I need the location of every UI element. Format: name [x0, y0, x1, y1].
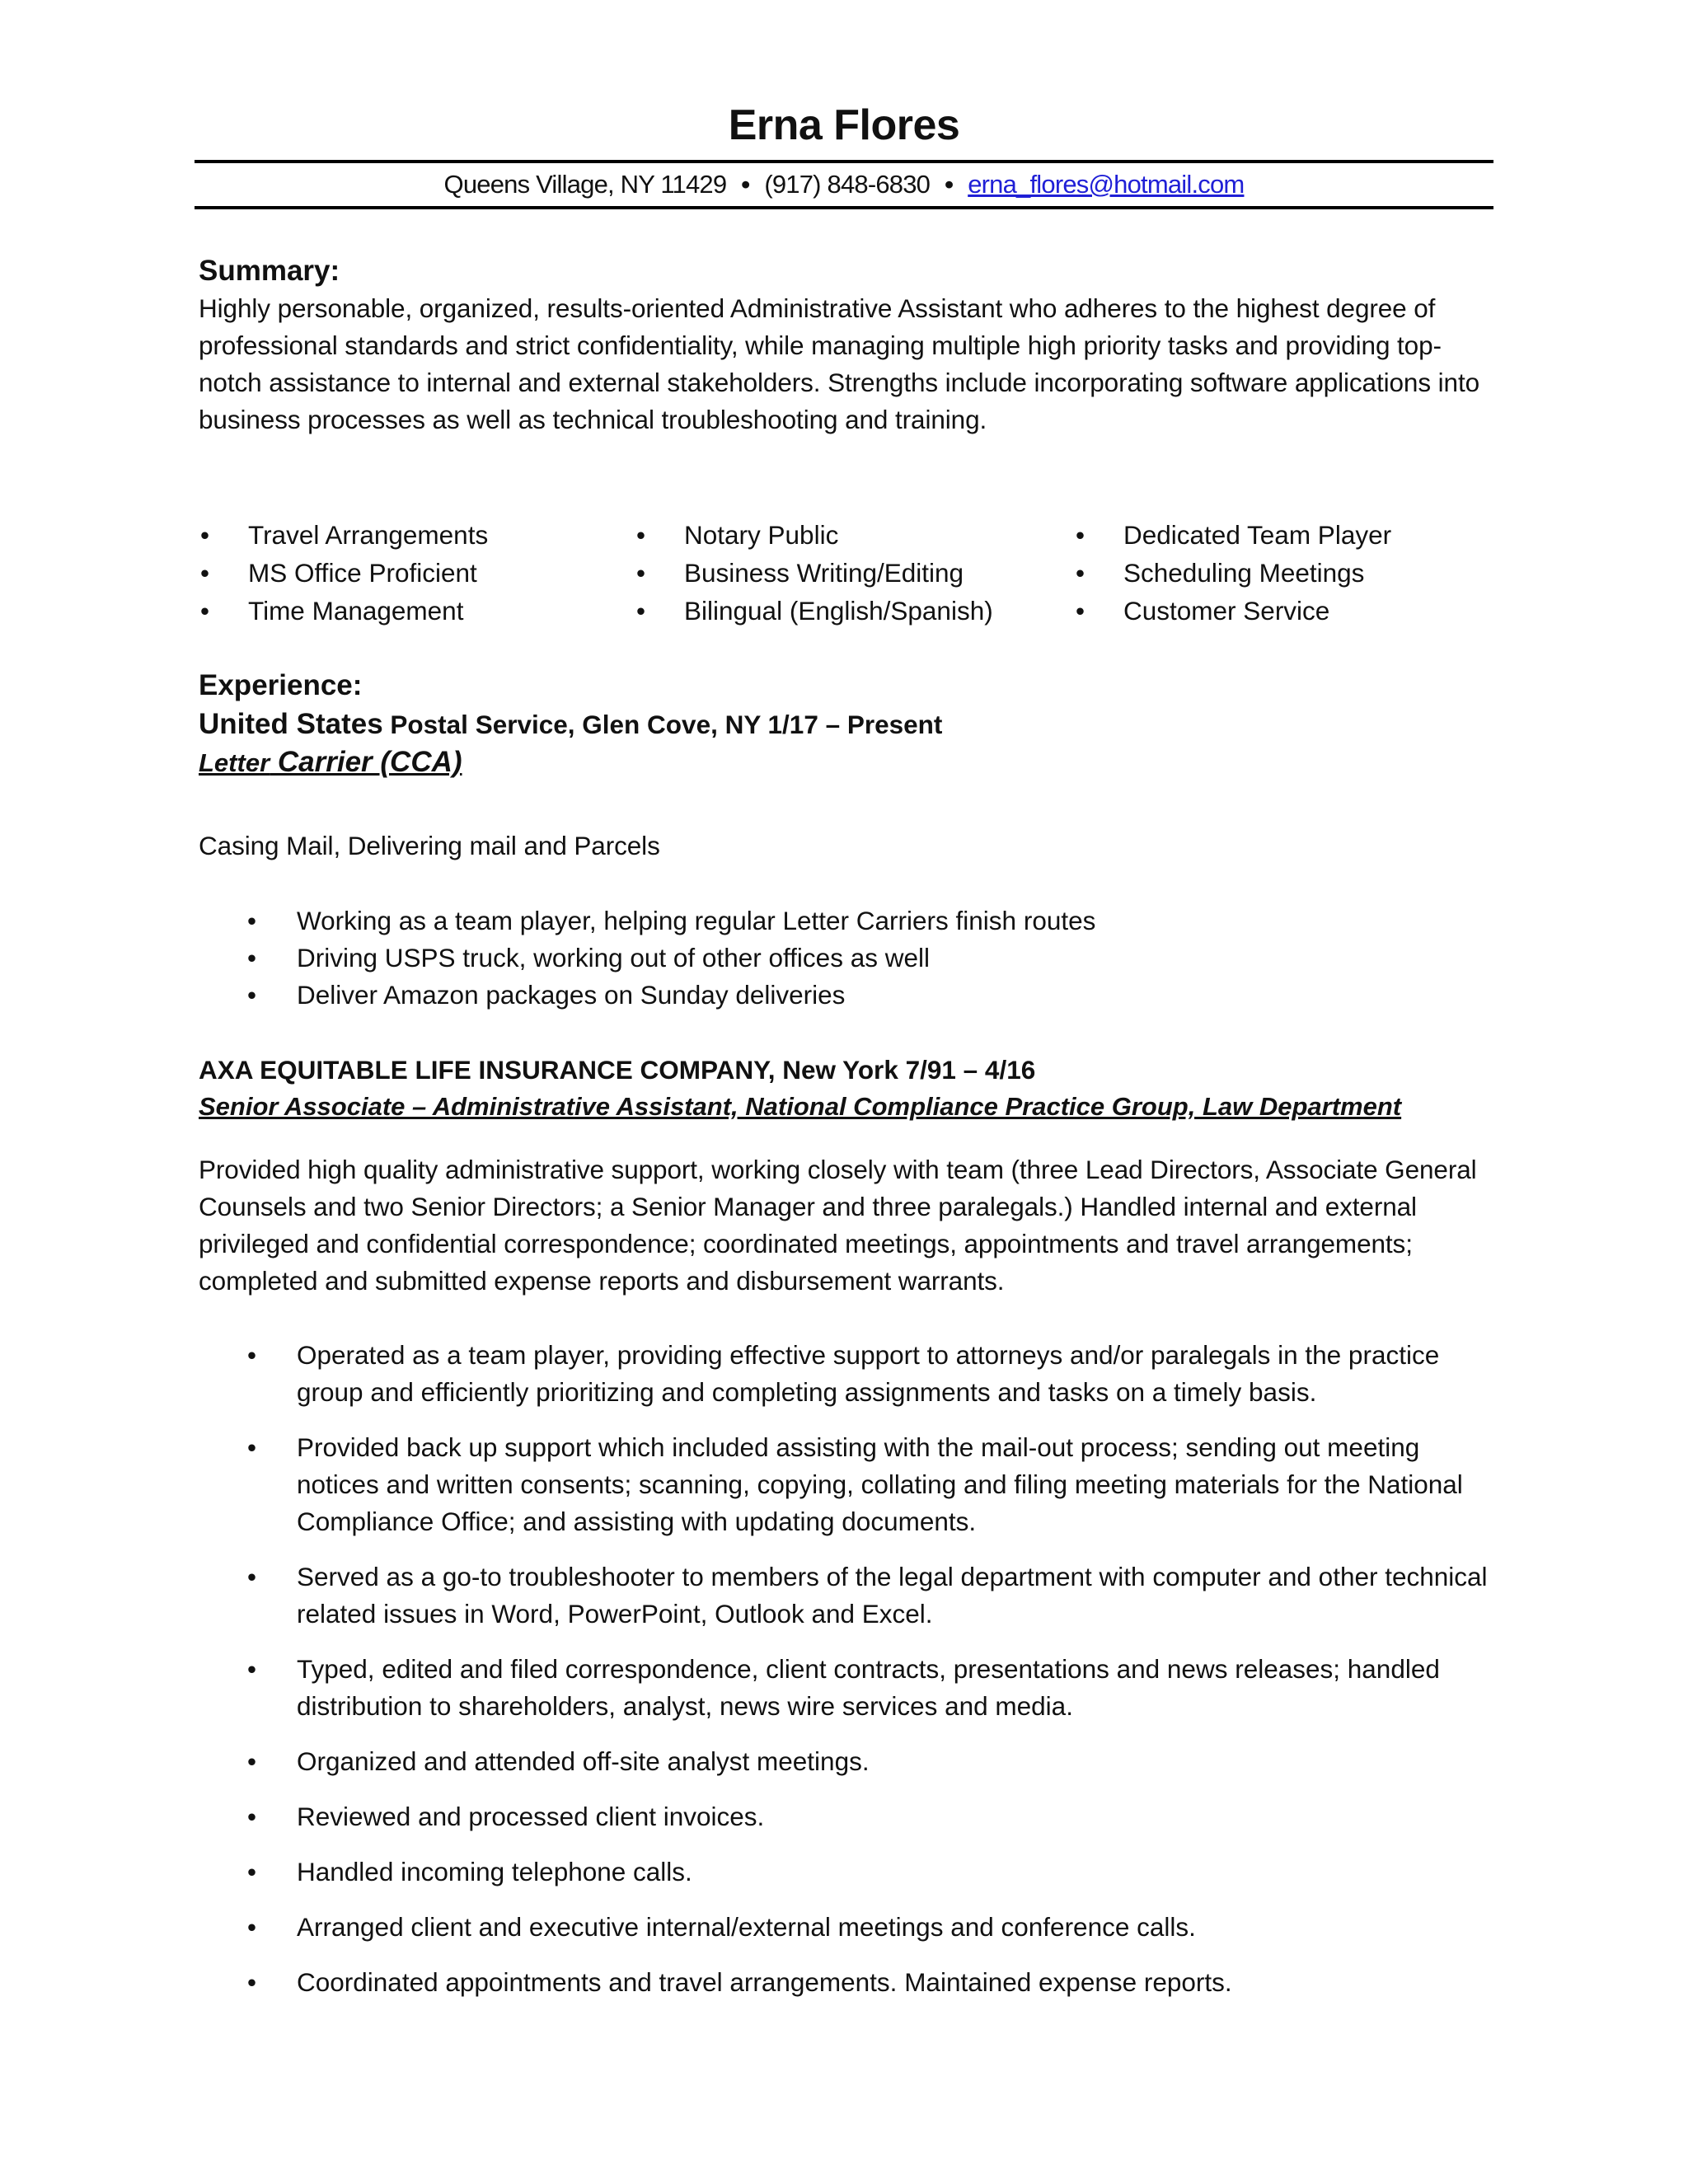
list-item: • Organized and attended off-site analyst meetings.	[199, 1743, 1489, 1780]
job2-bullets	[199, 1337, 1489, 2019]
skills-column-3	[1074, 516, 1391, 630]
contact-line	[0, 170, 1688, 199]
experience-heading: Experience:	[199, 669, 363, 701]
job2-title: Senior Associate – Administrative Assistant, National Compliance Practice Group, Law Department	[199, 1092, 1402, 1121]
skills-column-2	[635, 516, 993, 630]
skill-item: • Scheduling Meetings	[1074, 554, 1391, 592]
list-item: • Handled incoming telephone calls.	[199, 1854, 1489, 1891]
skill-item: • Bilingual (English/Spanish)	[635, 592, 993, 630]
job2-employer: AXA EQUITABLE LIFE INSURANCE COMPANY, New York 7/91 – 4/16	[199, 1055, 1036, 1085]
job1-employer-lead: United States	[199, 708, 383, 740]
job1-title	[199, 744, 1489, 781]
experience-section	[199, 667, 1489, 781]
skill-item: • Dedicated Team Player	[1074, 516, 1391, 554]
list-item: • Operated as a team player, providing effective support to attorneys and/or paralegals in the practice group and efficiently prioritizing and completing assignments and tasks on a timely basis.	[199, 1337, 1489, 1411]
job1-title-big: Carrier (CCA)	[270, 746, 462, 778]
contact-separator: •	[741, 170, 750, 199]
list-item: • Served as a go-to troubleshooter to members of the legal department with computer and other technical related issues in Word, PowerPoint, Outlook and Excel.	[199, 1558, 1489, 1633]
list-item: • Deliver Amazon packages on Sunday deliveries	[199, 977, 1489, 1014]
skill-item: • Business Writing/Editing	[635, 554, 993, 592]
skill-item: • Customer Service	[1074, 592, 1391, 630]
list-item: • Coordinated appointments and travel arrangements. Maintained expense reports.	[199, 1964, 1489, 2001]
skill-item: • Notary Public	[635, 516, 993, 554]
contact-location: Queens Village, NY 11429	[443, 170, 727, 199]
skill-item: • MS Office Proficient	[199, 554, 488, 592]
summary-text: Highly personable, organized, results-oriented Administrative Assistant who adheres to the highest degree of professional standards and strict confidentiality, while managing multiple high priority tasks and providing top-notch assistance to internal and external stakeholders. Strengths include incorporating software applications into business processes as well as technical troubleshooting and training.	[199, 293, 1480, 434]
skill-item: • Time Management	[199, 592, 488, 630]
list-item: • Reviewed and processed client invoices.	[199, 1798, 1489, 1835]
job1-description: Casing Mail, Delivering mail and Parcels	[199, 831, 660, 860]
candidate-name: Erna Flores	[728, 101, 960, 149]
job1-title-small: Letter	[199, 748, 270, 777]
job1-employer	[199, 705, 1489, 744]
job1-bullets	[199, 902, 1489, 1014]
skills-column-1	[199, 516, 488, 630]
list-item: • Arranged client and executive internal/external meetings and conference calls.	[199, 1909, 1489, 1946]
header-rule-top	[195, 160, 1493, 163]
job2-description: Provided high quality administrative support, working closely with team (three Lead Directors, Associate General Counsels and two Senior Directors; a Senior Manager and three paralegals.) Handled internal and external privileged and confidential correspondence; coordinated meetings, appointments and travel arrangements; completed and submitted expense reports and disbursement warrants.	[199, 1155, 1477, 1296]
summary-heading: Summary:	[199, 255, 340, 287]
list-item: • Driving USPS truck, working out of other offices as well	[199, 940, 1489, 977]
job1-employer-rest: Postal Service, Glen Cove, NY 1/17 – Present	[382, 710, 943, 739]
list-item: • Provided back up support which included assisting with the mail-out process; sending out meeting notices and written consents; scanning, copying, collating and filing meeting materials for the National Compliance Office; and assisting with updating documents.	[199, 1429, 1489, 1540]
list-item: • Working as a team player, helping regular Letter Carriers finish routes	[199, 902, 1489, 940]
contact-phone: (917) 848-6830	[764, 170, 931, 199]
job2-header	[199, 1051, 1489, 1125]
contact-email-link[interactable]: erna_flores@hotmail.com	[968, 170, 1245, 199]
summary-section	[199, 252, 1489, 438]
list-item: • Typed, edited and filed correspondence, client contracts, presentations and news releases; handled distribution to shareholders, analyst, news wire services and media.	[199, 1651, 1489, 1725]
header-rule-bottom	[195, 206, 1493, 209]
contact-separator: •	[945, 170, 954, 199]
skill-item: • Travel Arrangements	[199, 516, 488, 554]
